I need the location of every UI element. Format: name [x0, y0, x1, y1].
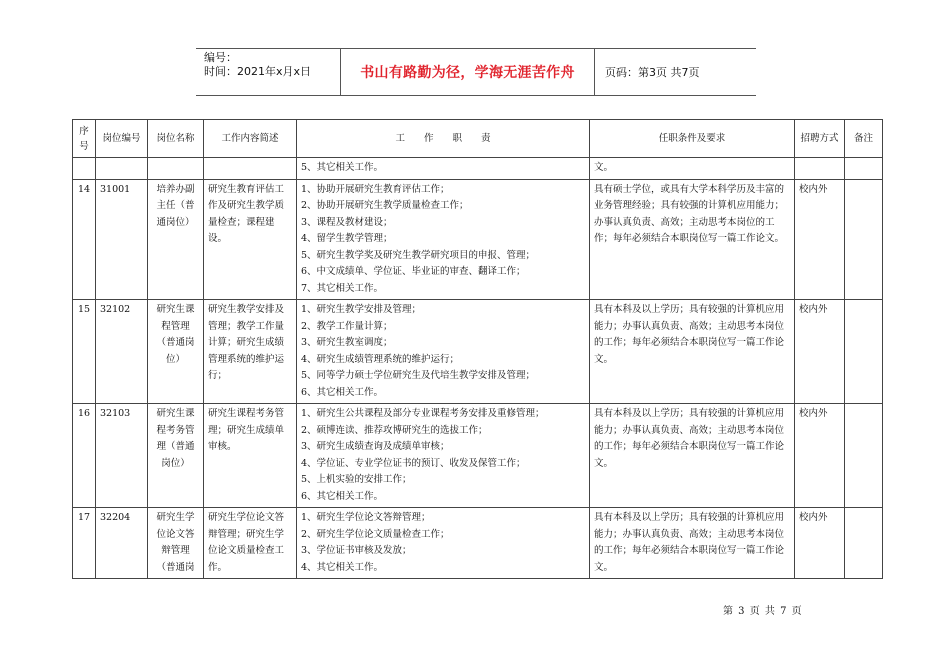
row-post-code: 32204 [96, 508, 148, 579]
table-row [73, 404, 883, 508]
duty-item: 6、其它相关工作。 [301, 490, 384, 502]
row-recruit: 校内外 [795, 404, 845, 508]
row-recruit: 校内外 [795, 179, 845, 300]
duty-item: 1、研究生公共课程及部分专业课程考务安排及重修管理； [301, 408, 545, 419]
page-header [196, 48, 756, 96]
row-summary: 研究生学位论文答辩管理；研究生学位论文质量检查工作。 [204, 508, 297, 579]
row-recruit: 校内外 [795, 508, 845, 579]
duty-item: 5、上机实验的安排工作； [301, 474, 412, 485]
duty-item: 1、协助开展研究生教育评估工作； [301, 183, 450, 195]
header-post-name: 岗位名称 [148, 120, 204, 158]
row-post-name: 研究生课程管理（普通岗位） [148, 300, 204, 404]
header-remark: 备注 [845, 120, 883, 158]
row-requirement: 具有本科及以上学历；具有较强的计算机应用能力；办事认真负责、高效；主动思考本岗位的工作；每年必须结合本职岗位写一篇工作论文。 [590, 508, 795, 579]
row-remark [845, 404, 883, 508]
duty-item: 3、研究生教室调度； [301, 337, 393, 348]
header-number-label: 编号： [204, 51, 237, 64]
carryover-duty: 5、其它相关工作。 [297, 158, 590, 180]
row-post-code: 31001 [96, 179, 148, 300]
carryover-requirement: 文。 [590, 158, 795, 180]
row-duties [297, 404, 590, 508]
header-time-label: 时间：2021年x月x日 [204, 65, 312, 78]
duty-item: 4、学位证、专业学位证书的预订、收发及保管工作； [301, 457, 526, 469]
row-recruit: 校内外 [795, 300, 845, 404]
row-remark [845, 179, 883, 300]
duty-item: 3、研究生成绩查询及成绩单审核； [301, 441, 450, 452]
row-requirement: 具有硕士学位，或具有大学本科学历及丰富的业务管理经验；具有较强的计算机应用能力；办事认真负责、高效；主动思考本岗位的工作；每年必须结合本职岗位写一篇工作论文。 [590, 179, 795, 300]
header-duties: 工 作 职 责 [297, 120, 590, 158]
header-summary: 工作内容简述 [204, 120, 297, 158]
duty-item: 4、研究生成绩管理系统的维护运行； [301, 353, 460, 365]
duty-item: 1、研究生学位论文答辩管理； [301, 512, 431, 523]
job-duties-table [72, 119, 883, 579]
table-header-row [73, 120, 883, 158]
header-recruit: 招聘方式 [795, 120, 845, 158]
header-meta [196, 49, 341, 95]
duty-item: 3、学位证书审核及发放； [301, 545, 412, 556]
row-post-name: 培养办副主任（普通岗位） [148, 179, 204, 300]
row-seq: 15 [73, 300, 96, 404]
row-duties [297, 179, 590, 300]
table-row [73, 179, 883, 300]
duty-item: 6、中文成绩单、学位证、毕业证的审查、翻译工作； [301, 266, 526, 277]
duty-item: 5、研究生教学奖及研究生教学研究项目的申报、管理； [301, 249, 536, 261]
table-row [73, 300, 883, 404]
duty-item: 2、教学工作量计算； [301, 320, 393, 332]
row-post-code: 32102 [96, 300, 148, 404]
header-requirements: 任职条件及要求 [590, 120, 795, 158]
duty-item: 6、其它相关工作。 [301, 386, 384, 398]
duty-item: 3、课程及教材建设； [301, 216, 393, 228]
row-summary: 研究生教学安排及管理；教学工作量计算；研究生成绩管理系统的维护运行； [204, 300, 297, 404]
duty-item: 5、同等学力硕士学位研究生及代培生教学安排及管理； [301, 370, 536, 381]
page-footer: 第 3 页 共 7 页 [723, 606, 803, 617]
row-remark [845, 300, 883, 404]
row-summary: 研究生课程考务管理；研究生成绩单审核。 [204, 404, 297, 508]
table-row [73, 508, 883, 579]
row-post-code: 32103 [96, 404, 148, 508]
header-seq: 序号 [73, 120, 96, 158]
duty-item: 4、留学生教学管理； [301, 233, 393, 244]
row-post-name: 研究生学位论文答辩管理（普通岗 [148, 508, 204, 579]
row-seq: 17 [73, 508, 96, 579]
duty-item: 4、其它相关工作。 [301, 561, 384, 573]
table-row-carryover [73, 158, 883, 180]
row-summary: 研究生教育评估工作及研究生教学质量检查；课程建设。 [204, 179, 297, 300]
row-duties [297, 300, 590, 404]
duty-item: 2、硕博连读、推荐攻博研究生的选拔工作； [301, 424, 488, 436]
row-requirement: 具有本科及以上学历；具有较强的计算机应用能力；办事认真负责、高效；主动思考本岗位的工作；每年必须结合本职岗位写一篇工作论文。 [590, 300, 795, 404]
row-duties [297, 508, 590, 579]
header-page-label: 页码：第3页 共7页 [605, 66, 700, 79]
row-requirement: 具有本科及以上学历；具有较强的计算机应用能力；办事认真负责、高效；主动思考本岗位的工作；每年必须结合本职岗位写一篇工作论文。 [590, 404, 795, 508]
row-seq: 14 [73, 179, 96, 300]
row-remark [845, 508, 883, 579]
duty-item: 2、协助开展研究生教学质量检查工作； [301, 200, 469, 211]
header-post-code: 岗位编号 [96, 120, 148, 158]
duty-item: 7、其它相关工作。 [301, 282, 384, 294]
row-seq: 16 [73, 404, 96, 508]
duty-item: 1、研究生教学安排及管理； [301, 304, 422, 315]
header-motto: 书山有路勤为径，学海无涯苦作舟 [341, 49, 595, 95]
row-post-name: 研究生课程考务管理（普通岗位） [148, 404, 204, 508]
duty-item: 2、研究生学位论文质量检查工作； [301, 528, 450, 540]
